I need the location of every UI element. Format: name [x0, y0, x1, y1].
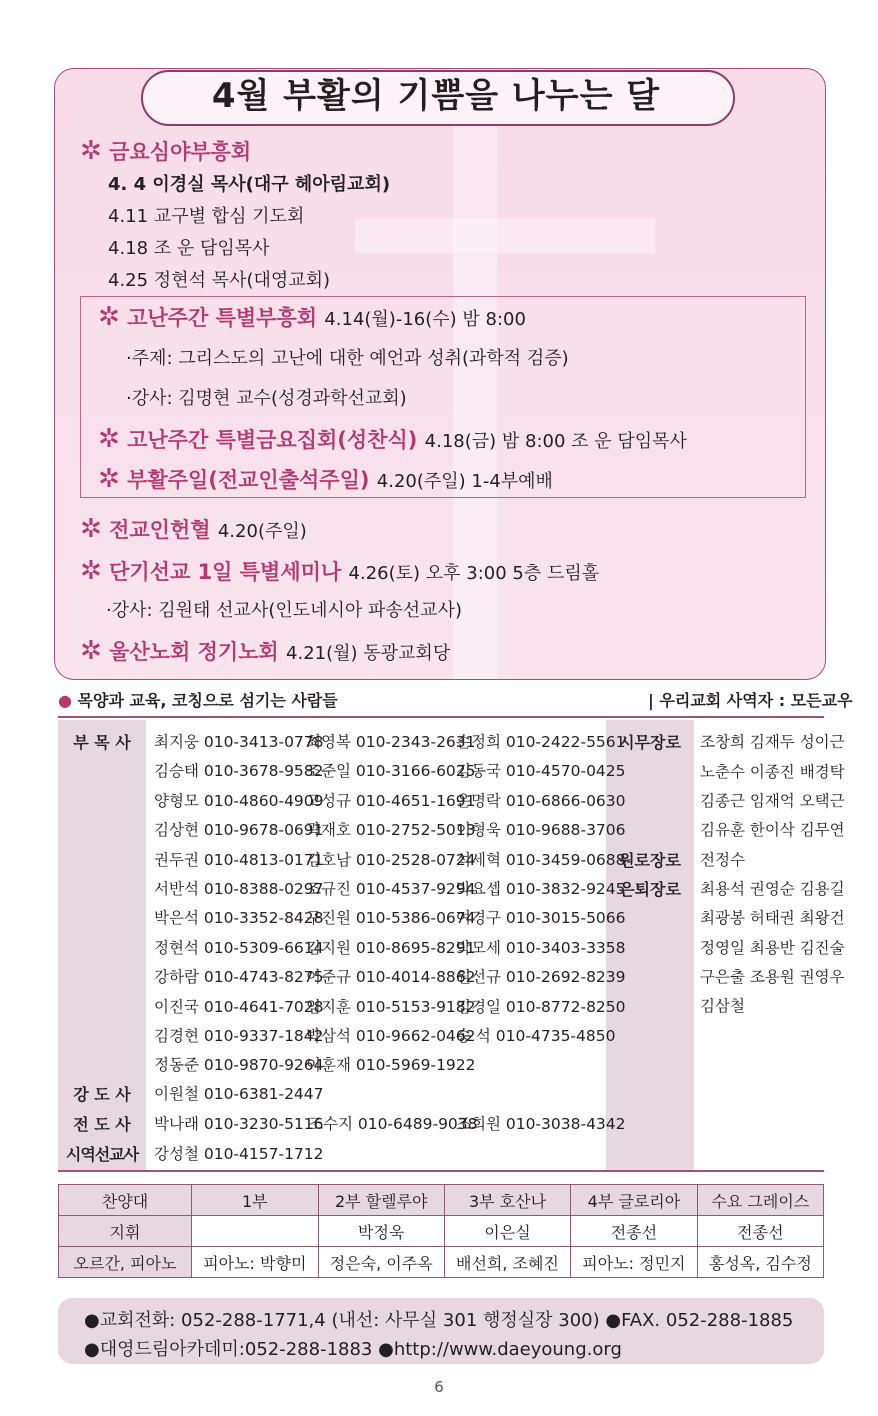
retired-row: 정영일 최용반 김진술: [700, 939, 845, 957]
section-title: 금요심야부흥회: [109, 140, 252, 164]
associate-entry: 김경일 010-8772-8250: [456, 998, 626, 1016]
table-header: 1부: [192, 1185, 319, 1216]
retired-row: 최용석 권영순 김용길: [700, 880, 845, 898]
page-number: 6: [434, 1378, 444, 1396]
associate-entry: 서반석 010-8388-0297: [154, 880, 324, 898]
associate-entry: 박은석 010-3352-8428: [154, 909, 324, 927]
associate-entry: 이준규 010-4014-8862: [306, 968, 476, 986]
associate-entry: 김상현 010-9678-0691: [154, 821, 324, 839]
associate-entry: 권두권 010-4813-0171: [154, 851, 324, 869]
cross-image-horizontal: [355, 219, 655, 253]
flower-icon: ✲: [98, 302, 120, 332]
associate-entry: 최지웅 010-3413-0778: [154, 733, 324, 751]
section-passion-friday: [98, 424, 687, 454]
staff-heading: [58, 688, 338, 711]
retired-row: 구은출 조용원 권영우: [700, 968, 845, 986]
table-cell: 오르간, 피아노: [59, 1247, 192, 1278]
elder-row: 조창희 김재두 성이근: [700, 733, 845, 751]
associate-entry: 김지원 010-8695-8291: [306, 939, 476, 957]
table-cell: 이은실: [444, 1216, 570, 1247]
section-title: 전교인헌혈: [109, 518, 211, 542]
table-cell: 전종선: [571, 1216, 698, 1247]
section-offering: [80, 514, 307, 544]
associate-entry: 김승태 010-3678-9582: [154, 762, 324, 780]
section-friday: [80, 136, 251, 166]
associate-entry: 여경구 010-3015-5066: [456, 909, 626, 927]
section-title: 고난주간 특별부흥회: [127, 306, 317, 330]
associate-entry: 김호남 010-2528-0724: [306, 851, 476, 869]
section-when: 4.14(월)-16(수) 밤 8:00: [324, 309, 526, 330]
table-cell: 홍성옥, 김수정: [697, 1247, 823, 1278]
associate-entry: 이진국 010-4641-7028: [154, 998, 324, 1016]
field-missionary-entry: 강성철 010-4157-1712: [154, 1145, 324, 1163]
associate-entry: 손정희 010-2422-5561: [456, 733, 626, 751]
associate-entry: 최영복 010-2343-2631: [306, 733, 476, 751]
staff-heading-right: | 우리교회 사역자 : 모든교우: [648, 691, 853, 710]
associate-entry: 박모세 010-3403-3358: [456, 939, 626, 957]
associate-entry: 조준일 010-3166-6025: [306, 762, 476, 780]
choir-table: [58, 1184, 824, 1278]
table-row: [59, 1185, 824, 1216]
table-cell: 전종선: [697, 1216, 823, 1247]
section-title: 단기선교 1일 특별세미나: [109, 560, 342, 584]
table-cell: 피아노: 정민지: [571, 1247, 698, 1278]
section-passion-revival: [98, 302, 526, 332]
associate-entry: 고성규 010-4651-1691: [306, 792, 476, 810]
associate-entry: 정동준 010-9870-9264: [154, 1056, 324, 1074]
divider: [58, 1170, 824, 1172]
associate-entry: 구진원 010-5386-0674: [306, 909, 476, 927]
table-cell: 피아노: 박향미: [192, 1247, 319, 1278]
retired-row: 최광봉 허태권 최왕건: [700, 909, 845, 927]
flower-icon: ✲: [98, 464, 120, 494]
table-row: [59, 1247, 824, 1278]
speaker-text: ·강사: 김원태 선교사(인도네시아 파송선교사): [106, 600, 462, 621]
theme-text: ·주제: 그리스도의 고난에 대한 예언과 성취(과학적 검증): [126, 348, 569, 369]
elder-row: 노춘수 이종진 배경탁: [700, 763, 845, 781]
flower-icon: ✲: [80, 136, 102, 166]
table-cell: 박정욱: [318, 1216, 444, 1247]
associate-entry: 강하람 010-4743-8275: [154, 968, 324, 986]
section-title: 울산노회 정기노회: [109, 640, 279, 664]
associate-entry: 김동국 010-4570-0425: [456, 762, 626, 780]
flower-icon: ✲: [80, 556, 102, 586]
bullet-icon: ●: [58, 691, 72, 710]
section-easter: [98, 464, 553, 494]
evangelist-entry: 이원철 010-6381-2447: [154, 1085, 324, 1103]
associate-entry: 은명락 010-6866-0630: [456, 792, 626, 810]
associate-entry: 곽재호 010-2752-5013: [306, 821, 476, 839]
associate-entry: 김경현 010-9337-1842: [154, 1027, 324, 1045]
section-when: 4.18(금) 밤 8:00 조 운 담임목사: [424, 431, 687, 452]
section-when: 4.20(주일) 1-4부예배: [376, 471, 553, 492]
associate-entry: 이훈재 010-5969-1922: [306, 1056, 476, 1074]
flower-icon: ✲: [98, 424, 120, 454]
section-title: 부활주일(전교인출석주일): [127, 468, 370, 492]
section-when: 4.26(토) 오후 3:00 5층 드림홀: [348, 563, 600, 584]
list-item: 4. 4 이경실 목사(대구 헤아림교회): [108, 174, 391, 195]
elder-row: 김종근 임재억 오택근: [700, 792, 845, 810]
associate-entry: 정현석 010-5309-6614: [154, 939, 324, 957]
flower-icon: ✲: [80, 514, 102, 544]
role-retired: 은퇴장로: [619, 880, 681, 899]
associate-entry: 이형욱 010-9688-3706: [456, 821, 626, 839]
speaker-text: ·강사: 김명현 교수(성경과학선교회): [126, 388, 407, 409]
associate-entry: 박요셉 010-3832-9245: [456, 880, 626, 898]
table-cell: 배선희, 조혜진: [444, 1247, 570, 1278]
elder-row: 김유훈 한이삭 김무연: [700, 821, 845, 839]
associate-entry: 조규진 010-4537-9294: [306, 880, 476, 898]
table-cell: [192, 1216, 319, 1247]
table-cell: 지휘: [59, 1216, 192, 1247]
section-presbytery: [80, 636, 450, 666]
role-missionary: 전 도 사: [73, 1115, 131, 1134]
table-header: 수요 그레이스: [697, 1185, 823, 1216]
associate-entry: 박삼석 010-9662-0462: [306, 1027, 476, 1045]
role-evangelist: 강 도 사: [73, 1085, 131, 1104]
list-item: 4.25 정현석 목사(대영교회): [108, 270, 331, 291]
table-cell: 정은숙, 이주옥: [318, 1247, 444, 1278]
retired-row: 김삼철: [700, 997, 745, 1015]
table-row: [59, 1216, 824, 1247]
table-header: 3부 호산나: [444, 1185, 570, 1216]
table-header: 4부 글로리아: [571, 1185, 698, 1216]
table-header: 찬양대: [59, 1185, 192, 1216]
page-title: 4월 부활의 기쁨을 나누는 달: [211, 76, 661, 116]
staff-heading-text: 목양과 교육, 코칭으로 섬기는 사람들: [77, 691, 338, 710]
role-emeritus: 원로장로: [619, 851, 681, 870]
divider: [58, 716, 824, 718]
list-item: 4.18 조 운 담임목사: [108, 238, 270, 259]
missionary-entry: 조희원 010-3038-4342: [456, 1115, 626, 1133]
missionary-entry: 조수지 010-6489-9038: [308, 1115, 478, 1133]
contact-line: ●대영드림아카데미:052-288-1883 ●http://www.daeyoung.org: [84, 1339, 622, 1360]
associate-entry: 임지훈 010-5153-9182: [306, 998, 476, 1016]
emeritus-entry: 전정수: [700, 851, 745, 869]
section-when: 4.20(주일): [217, 521, 307, 542]
associate-entry: 원선규 010-2692-8239: [456, 968, 626, 986]
list-item: 4.11 교구별 합심 기도회: [108, 206, 305, 227]
missionary-entry: 박나래 010-3230-5116: [154, 1115, 324, 1133]
section-seminar: [80, 556, 599, 586]
associate-entry: 석세혁 010-3459-0688: [456, 851, 626, 869]
table-header: 2부 할렐루야: [318, 1185, 444, 1216]
role-associate: 부 목 사: [73, 733, 131, 752]
section-title: 고난주간 특별금요집회(성찬식): [127, 428, 418, 452]
associate-entry: 양형모 010-4860-4909: [154, 792, 324, 810]
role-field-missionary: 시역선교사: [65, 1145, 139, 1164]
section-when: 4.21(월) 동광교회당: [286, 643, 451, 664]
associate-entry: 송 석 010-4735-4850: [456, 1027, 616, 1045]
flower-icon: ✲: [80, 636, 102, 666]
role-elders: 시무장로: [619, 733, 681, 752]
contact-line: ●교회전화: 052-288-1771,4 (내선: 사무실 301 행정실장 300) ●FAX. 052-288-1885: [84, 1310, 794, 1331]
